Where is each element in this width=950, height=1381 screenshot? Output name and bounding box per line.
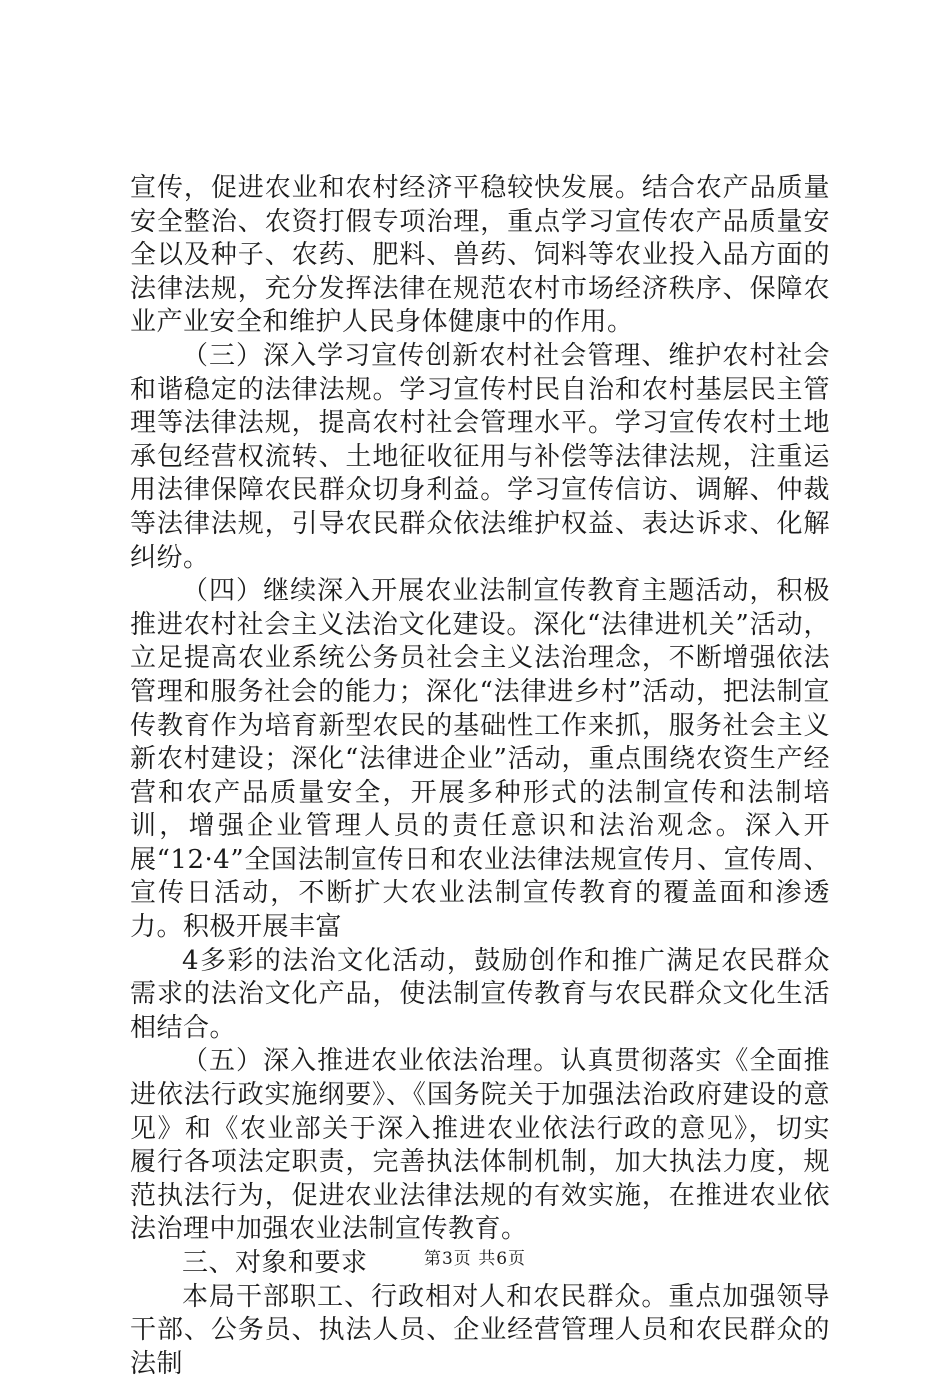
paragraph-2: （三）深入学习宣传创新农村社会管理、维护农村社会和谐稳定的法律法规。学习宣传村民自治和农村基层民主管理等法律法规，提高农村社会管理水平。学习宣传农村土地承包经营权流转、土地征收征用与补偿等法律法规，注重运用法律保障农民群众切身利益。学习宣传信访、调解、仲裁等法律法规，引导农民群众依法维护权益、表达诉求、化解纠纷。	[130, 340, 830, 573]
paragraph-6: 本局干部职工、行政相对人和农民群众。重点加强领导干部、公务员、执法人员、企业经营管理人员和农民群众的法制	[130, 1281, 830, 1379]
paragraph-5: （五）深入推进农业依法治理。认真贯彻落实《全面推进依法行政实施纲要》、《国务院关于加强法治政府建设的意见》和《农业部关于深入推进农业依法行政的意见》，切实履行各项法定职责，完善执法体制机制，加大执法力度，规范执法行为，促进农业法律法规的有效实施，在推进农业依法治理中加强农业法制宣传教育。	[130, 1046, 830, 1245]
section-heading: 三、对象和要求	[182, 1248, 368, 1278]
page-footer: 第3页 共6页	[423, 1249, 527, 1269]
document-body	[130, 172, 830, 1381]
paragraph-1: 宣传，促进农业和农村经济平稳较快发展。结合农产品质量安全整治、农资打假专项治理，重点学习宣传农产品质量安全以及种子、农药、肥料、兽药、饲料等农业投入品方面的法律法规，充分发挥法律在规范农村市场经济秩序、保障农业产业安全和维护人民身体健康中的作用。	[130, 173, 830, 338]
paragraph-4: 4多彩的法治文化活动，鼓励创作和推广满足农民群众需求的法治文化产品，使法制宣传教育与农民群众文化生活相结合。	[130, 945, 830, 1043]
paragraph-3: （四）继续深入开展农业法制宣传教育主题活动，积极推进农村社会主义法治文化建设。深化“法律进机关”活动，立足提高农业系统公务员社会主义法治理念，不断增强依法管理和服务社会的能力；深化“法律进乡村”活动，把法制宣传教育作为培育新型农民的基础性工作来抓，服务社会主义新农村建设；深化“法律进企业”活动，重点围绕农资生产经营和农产品质量安全，开展多种形式的法制宣传和法制培训，增强企业管理人员的责任意识和法治观念。深入开展“12·4”全国法制宣传日和农业法律法规宣传月、宣传周、宣传日活动，不断扩大农业法制宣传教育的覆盖面和渗透力。积极开展丰富	[130, 576, 830, 943]
